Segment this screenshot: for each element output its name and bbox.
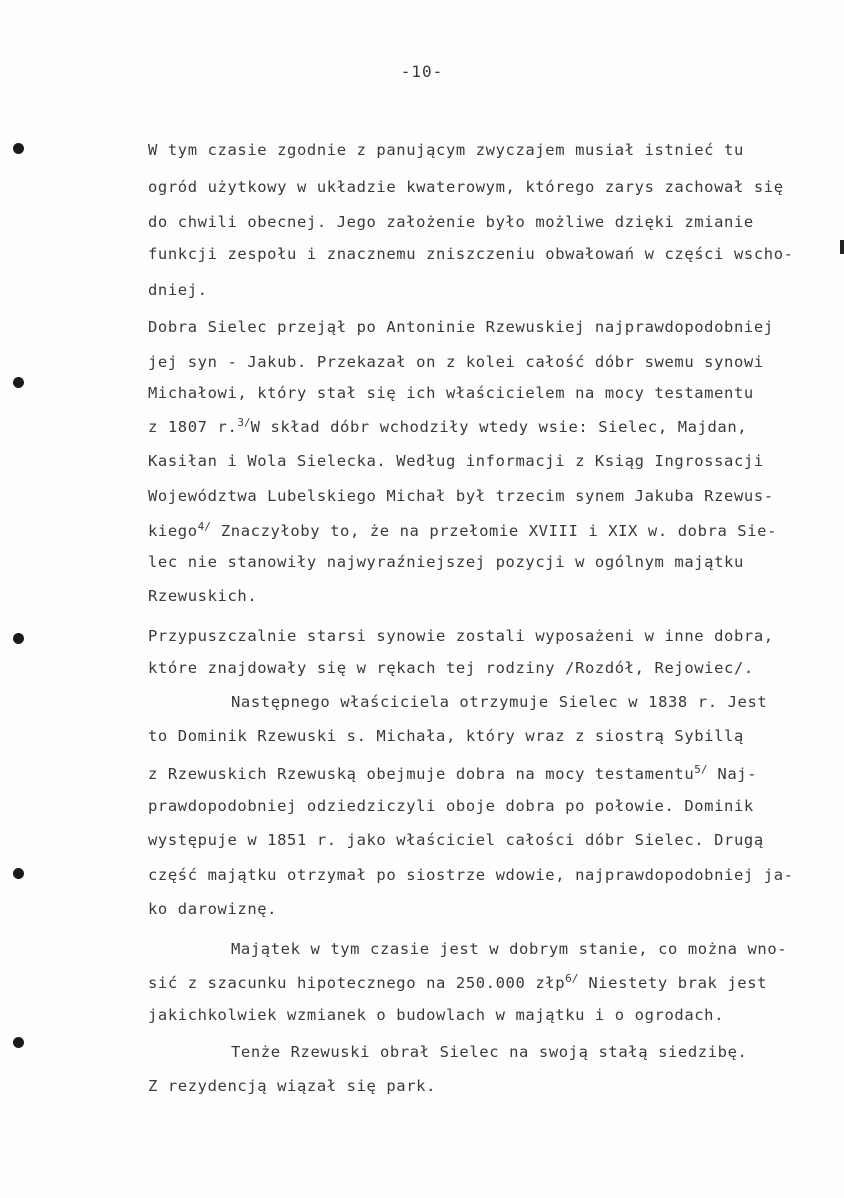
line-text-continued: W skład dóbr wchodziły wtedy wsie: Sielec, Majdan, (250, 418, 748, 436)
line-text: ko darowiznę. (148, 900, 278, 918)
line-text: Województwa Lubelskiego Michał był trzecim synem Jakuba Rzewus- (148, 487, 774, 505)
line-text-continued: Znaczyłoby to, że na przełomie XVIII i XIX w. dobra Sie- (210, 522, 778, 540)
line-text: Tenże Rzewuski obrał Sielec na swoją stałą siedzibę. (231, 1043, 748, 1061)
line-text: prawdopodobniej odziedziczyli oboje dobra po połowie. Dominik (148, 797, 754, 815)
text-line (148, 281, 208, 299)
line-text: ogród użytkowy w układzie kwaterowym, którego zarys zachował się (148, 178, 784, 196)
text-line (148, 416, 747, 436)
line-text: dniej. (148, 281, 208, 299)
line-text: to Dominik Rzewuski s. Michała, który wraz z siostrą Sybillą (148, 727, 744, 745)
punch-hole-icon (13, 1037, 24, 1048)
text-line (231, 1043, 747, 1061)
line-text-continued: Niestety brak jest (578, 974, 768, 992)
line-text: lec nie stanowiły najwyraźniejszej pozycji w ogólnym majątku (148, 553, 744, 571)
line-text: które znajdowały się w rękach tej rodziny /Rozdół, Rejowiec/. (148, 659, 754, 677)
text-line (148, 141, 744, 159)
line-text: Dobra Sielec przejął po Antoninie Rzewuskiej najprawdopodobniej (148, 318, 774, 336)
page-number: -10- (400, 62, 444, 81)
line-text: Następnego właściciela otrzymuje Sielec w 1838 r. Jest (231, 693, 768, 711)
line-text-continued: Naj- (707, 765, 758, 783)
text-line (148, 384, 754, 402)
text-line (148, 831, 764, 849)
line-text: W tym czasie zgodnie z panującym zwyczajem musiał istnieć tu (148, 141, 744, 159)
punch-hole-icon (13, 377, 24, 388)
text-line (148, 727, 744, 745)
text-line (148, 972, 767, 992)
text-line (148, 866, 794, 884)
footnote-ref: 5/ (694, 763, 708, 776)
text-line (231, 693, 767, 711)
text-line (148, 353, 764, 371)
text-line (148, 452, 764, 470)
punch-hole-icon (13, 143, 24, 154)
line-text: występuje w 1851 r. jako właściciel całości dóbr Sielec. Drugą (148, 831, 764, 849)
text-line (148, 553, 744, 571)
line-text: Rzewuskich. (148, 587, 258, 605)
line-text: Z rezydencją wiązał się park. (148, 1077, 437, 1095)
text-line (148, 520, 777, 540)
text-line (148, 627, 774, 645)
text-line (148, 178, 784, 196)
text-line (231, 940, 787, 958)
punch-hole-icon (13, 633, 24, 644)
line-text: jej syn - Jakub. Przekazał on z kolei całość dóbr swemu synowi (148, 353, 764, 371)
text-line (148, 245, 794, 263)
text-line (148, 1077, 436, 1095)
footnote-ref: 4/ (197, 520, 211, 533)
footnote-ref: 3/ (237, 416, 251, 429)
line-text: Przypuszczalnie starsi synowie zostali wyposażeni w inne dobra, (148, 627, 774, 645)
punch-hole-icon (13, 868, 24, 879)
text-line (148, 587, 257, 605)
text-line (148, 659, 754, 677)
text-line (148, 797, 754, 815)
text-line (148, 763, 757, 783)
text-line (148, 1006, 724, 1024)
text-line (148, 900, 277, 918)
line-text: sić z szacunku hipotecznego na 250.000 złp (148, 974, 566, 992)
text-line (148, 318, 774, 336)
line-text: do chwili obecnej. Jego założenie było możliwe dzięki zmianie (148, 213, 754, 231)
text-line (148, 213, 754, 231)
line-text: z Rzewuskich Rzewuską obejmuje dobra na mocy testamentu (148, 765, 695, 783)
line-text: funkcji zespołu i znacznemu zniszczeniu obwałowań w części wscho- (148, 245, 794, 263)
line-text: kiego (148, 522, 198, 540)
text-line (148, 487, 774, 505)
line-text: z 1807 r. (148, 418, 238, 436)
line-text: Michałowi, który stał się ich właścicielem na mocy testamentu (148, 384, 754, 402)
line-text: Kasiłan i Wola Sielecka. Według informacji z Ksiąg Ingrossacji (148, 452, 764, 470)
line-text: część majątku otrzymał po siostrze wdowie, najprawdopodobniej ja- (148, 866, 794, 884)
line-text: jakichkolwiek wzmianek o budowlach w majątku i o ogrodach. (148, 1006, 725, 1024)
edge-mark (840, 240, 844, 254)
line-text: Majątek w tym czasie jest w dobrym stanie, co można wno- (231, 940, 788, 958)
footnote-ref: 6/ (565, 972, 579, 985)
